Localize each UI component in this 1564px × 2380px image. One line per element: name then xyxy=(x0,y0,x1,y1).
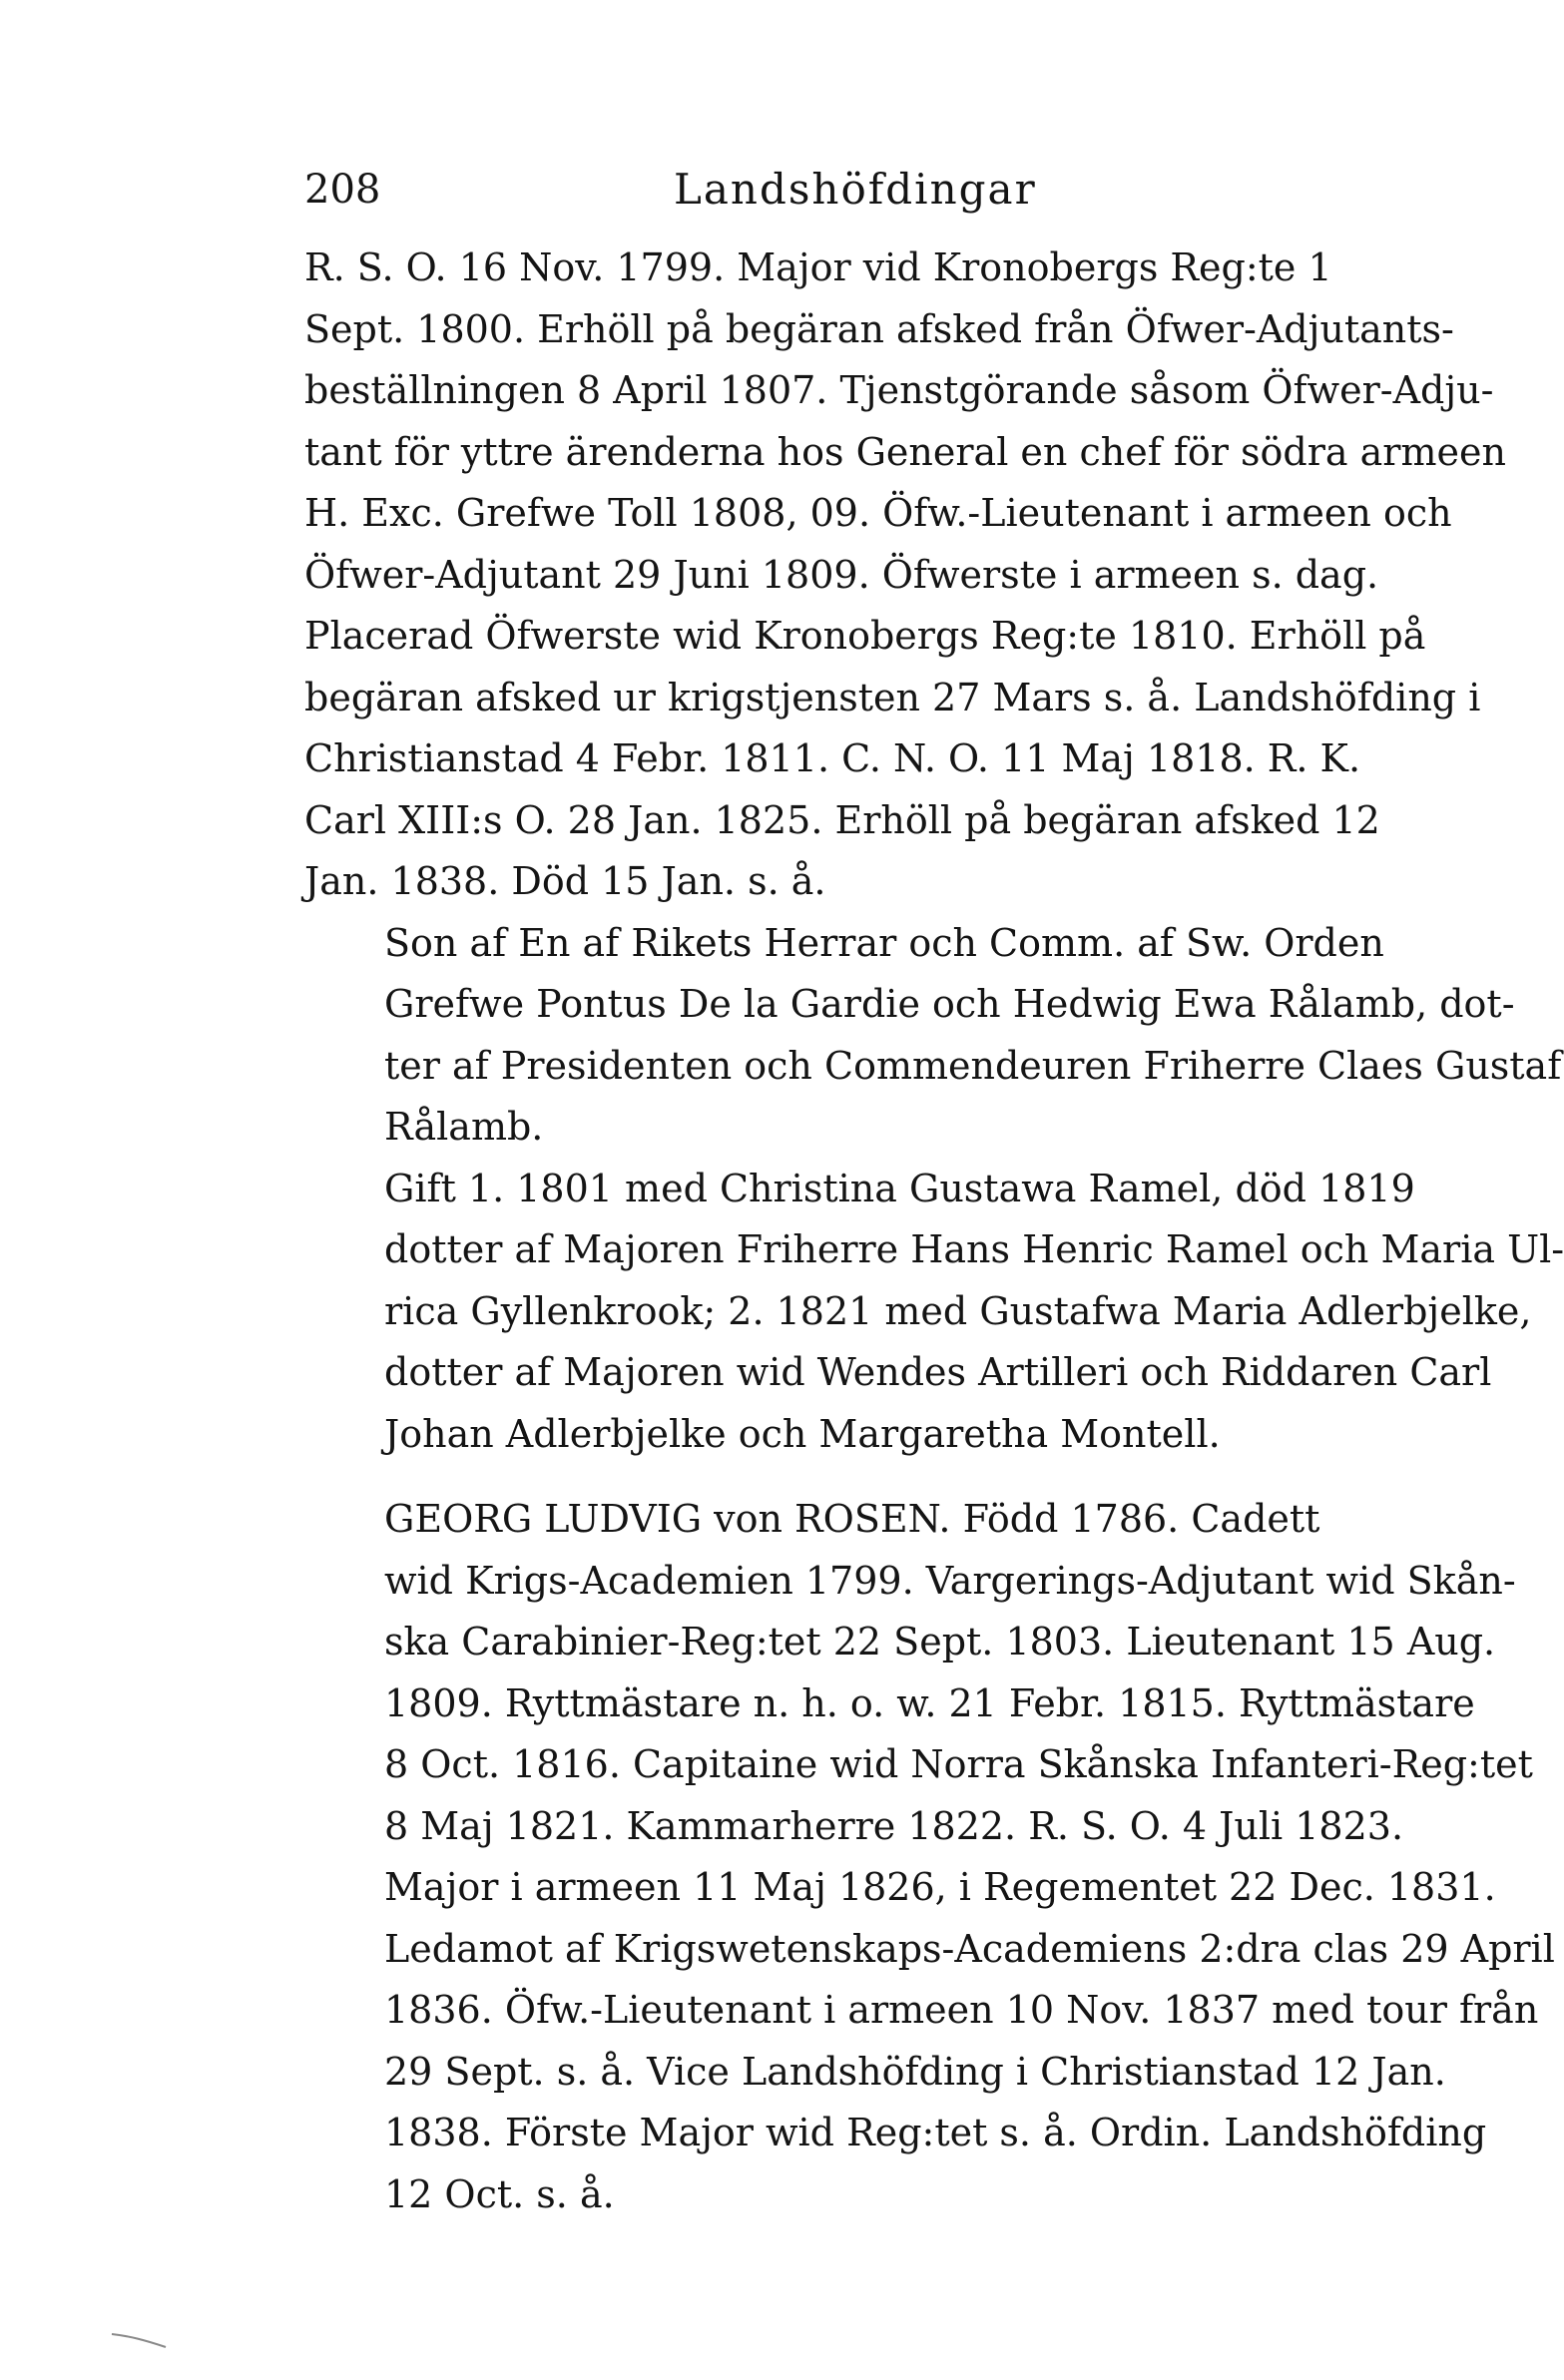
text-line: Sept. 1800. Erhöll på begäran afsked från Öfwer-Adjutants- xyxy=(304,306,1454,351)
paragraph-marriages xyxy=(304,1159,1564,1466)
text-line: Johan Adlerbjelke och Margaretha Montell. xyxy=(384,1411,1221,1456)
text-line: Grefwe Pontus De la Gardie och Hedwig Ewa Rålamb, dot- xyxy=(384,982,1515,1026)
text-line: Jan. 1838. Död 15 Jan. s. å. xyxy=(304,859,826,903)
paragraph-career-record xyxy=(304,238,1506,913)
text-line: Christianstad 4 Febr. 1811. C. N. O. 11 Maj 1818. R. K. xyxy=(304,736,1361,780)
text-line: GEORG LUDVIG von ROSEN. Född 1786. Cadett xyxy=(384,1497,1320,1541)
text-line: Rålamb. xyxy=(384,1105,544,1149)
text-line: Gift 1. 1801 med Christina Gustawa Ramel, död 1819 xyxy=(384,1166,1415,1210)
text-line: 12 Oct. s. å. xyxy=(384,2171,615,2216)
text-line: Major i armeen 11 Maj 1826, i Regementet 22 Dec. 1831. xyxy=(384,1865,1496,1909)
page-number: 208 xyxy=(304,167,381,213)
pen-stroke-mark xyxy=(110,2330,170,2350)
text-line: Öfwer-Adjutant 29 Juni 1809. Öfwerste i armeen s. dag. xyxy=(304,552,1379,597)
text-line: Placerad Öfwerste wid Kronobergs Reg:te 1810. Erhöll på xyxy=(304,614,1426,658)
text-line: Ledamot af Krigswetenskaps-Academiens 2:dra clas 29 April xyxy=(384,1926,1555,1971)
text-line: 1836. Öfw.-Lieutenant i armeen 10 Nov. 1837 med tour från xyxy=(384,1988,1539,2032)
text-line: Carl XIII:s O. 28 Jan. 1825. Erhöll på begäran afsked 12 xyxy=(304,797,1380,842)
text-line: beställningen 8 April 1807. Tjenstgörande såsom Öfwer-Adju- xyxy=(304,368,1494,412)
text-line: rica Gyllenkrook; 2. 1821 med Gustafwa Maria Adlerbjelke, xyxy=(384,1288,1532,1333)
text-line: 8 Maj 1821. Kammarherre 1822. R. S. O. 4 Juli 1823. xyxy=(384,1803,1404,1848)
running-head: Landshöfdingar xyxy=(674,165,1037,214)
text-line: begäran afsked ur krigstjensten 27 Mars s. å. Landshöfding i xyxy=(304,675,1481,719)
text-line: 1838. Förste Major wid Reg:tet s. å. Ordin. Landshöfding xyxy=(384,2111,1487,2154)
page-header xyxy=(304,160,1402,220)
text-line: wid Krigs-Academien 1799. Vargerings-Adjutant wid Skån- xyxy=(384,1558,1516,1603)
text-line: dotter af Majoren wid Wendes Artilleri och Riddaren Carl xyxy=(384,1350,1492,1394)
text-line: ter af Presidenten och Commendeuren Friherre Claes Gustaf xyxy=(384,1043,1562,1088)
text-line: 1809. Ryttmästare n. h. o. w. 21 Febr. 1815. Ryttmästare xyxy=(384,1680,1475,1725)
paragraph-parentage xyxy=(304,913,1562,1159)
text-line: ska Carabinier-Reg:tet 22 Sept. 1803. Lieutenant 15 Aug. xyxy=(384,1620,1496,1664)
text-line: Son af En af Rikets Herrar och Comm. af Sw. Orden xyxy=(384,920,1384,965)
text-line: tant för yttre ärenderna hos General en chef för södra armeen xyxy=(304,429,1506,474)
text-line: H. Exc. Grefwe Toll 1808, 09. Öfw.-Lieutenant i armeen och xyxy=(304,491,1452,535)
page-body xyxy=(304,238,1564,2225)
text-line: 29 Sept. s. å. Vice Landshöfding i Christianstad 12 Jan. xyxy=(384,2049,1446,2094)
text-line: dotter af Majoren Friherre Hans Henric Ramel och Maria Ul- xyxy=(384,1227,1564,1271)
text-line: R. S. O. 16 Nov. 1799. Major vid Kronobergs Reg:te 1 xyxy=(304,245,1332,289)
text-line: 8 Oct. 1816. Capitaine wid Norra Skånska Infanteri-Reg:tet xyxy=(384,1742,1533,1786)
paragraph-georg-ludvig-von-rosen xyxy=(304,1489,1555,2225)
